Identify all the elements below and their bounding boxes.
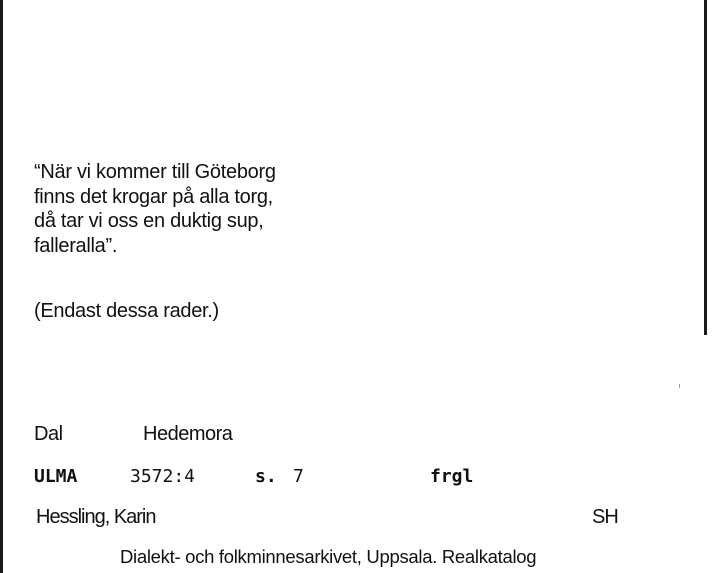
note-text: (Endast dessa rader.) [34, 300, 219, 322]
verse-line: “När vi kommer till Göteborg [34, 161, 276, 183]
collector-name: Hessling, Karin [36, 506, 156, 528]
verse-text [34, 160, 276, 258]
archive-code: ULMA [34, 466, 78, 487]
page-number: 7 [293, 466, 304, 487]
paper-speck [679, 384, 680, 388]
parish-label: Hedemora [143, 423, 233, 445]
collector-initials: SH [592, 506, 618, 528]
card-right-edge [704, 0, 707, 335]
verse-line: falleralla”. [34, 234, 118, 257]
record-number: 3572:4 [130, 466, 196, 487]
page-label: s. [255, 466, 277, 487]
category-code: frgl [430, 466, 474, 487]
verse-line: finns det krogar på alla torg, [34, 185, 273, 208]
card-left-edge [0, 0, 3, 573]
verse-line: då tar vi oss en duktig sup, [34, 210, 264, 232]
archive-footer: Dialekt- och folkminnesarkivet, Uppsala. Realkatalog [120, 546, 537, 567]
province-label: Dal [34, 423, 63, 445]
